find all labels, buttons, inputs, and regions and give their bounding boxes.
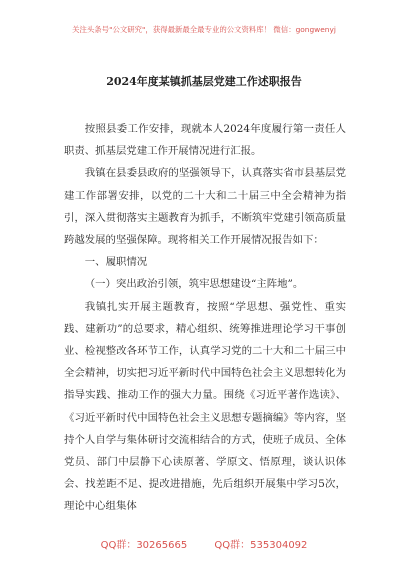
subsection-heading: （一）突出政治引领，筑牢思想建设“主阵地”。 xyxy=(84,278,304,291)
footer-qq-group-1: QQ群：30265665 xyxy=(100,540,188,551)
footer-qq-group-2: QQ群：535304092 xyxy=(214,540,308,551)
document-title: 2024年度某镇抓基层党建工作述职报告 xyxy=(106,75,302,88)
paragraph-overview: 我镇在县委县政府的坚强领导下，认真落实省市县基层党建工作部署安排，以党的二十大和二十届三中全会精神为指引，深入贯彻落实主题教育为抓手，不断筑牢党建引领高质量跨越发展的坚强保障。现将相关工作开展情况报告如下： xyxy=(64,167,346,247)
paragraph-political-guidance: 我镇扎实开展主题教育，按照“学思想、强党性、重实践、建新功”的总要求，精心组织、统筹推进理论学习干事创业、检视整改各环节工作，认真学习党的二十大和二十届三中全会精神，切实把习近平新时代中国特色社会主义思想转化为指导实践、推动工作的强大力量。围绕《习近平著作选读》、《习近平新时代中国特色社会主义思想专题摘编》等内容，坚持个人自学与集体研讨交流相结合的方式，使班子成员、全体党员、部门中层静下心读原著、学原文、悟原理，谈认识体会、找差距不足、提改进措施，先后组织开展集中学习5次，理论中心组集体 xyxy=(64,300,346,513)
paragraph-intro: 按照县委工作安排，现就本人2024年度履行第一责任人职责、抓基层党建工作开展情况进行汇报。 xyxy=(64,123,346,158)
footer-contact xyxy=(0,536,408,551)
document-body xyxy=(64,118,346,518)
section-heading: 一、履职情况 xyxy=(84,256,148,269)
watermark-header: 关注头条号"公文研究"，获得最新最全最专业的公文资料库！ 微信：gongwenyj xyxy=(72,25,336,34)
